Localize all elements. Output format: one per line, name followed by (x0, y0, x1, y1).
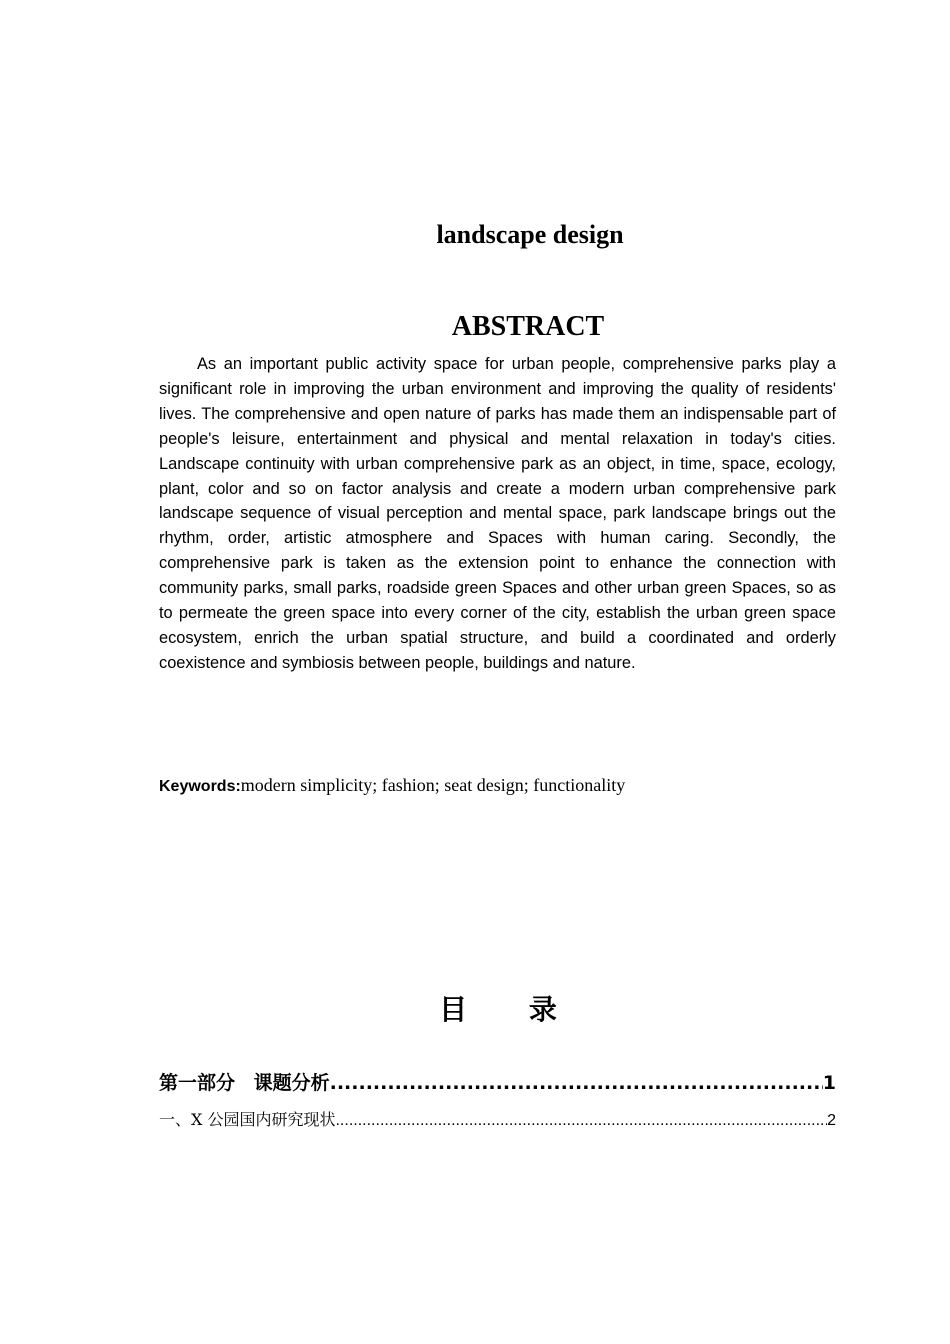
abstract-body: As an important public activity space for urban people, comprehensive parks play a significant role in improving the urban environment and improving the quality of residents' lives. The comprehensive and open nature of parks has made them an indispensable part of people's leisure, entertainment and physical and mental relaxation in today's cities. Landscape continuity with urban comprehensive park as an object, in time, space, ecology, plant, color and so on factor analysis and create a modern urban comprehensive park landscape sequence of visual perception and mental space, park landscape brings out the rhythm, order, artistic atmosphere and Spaces with human caring. Secondly, the comprehensive park is taken as the extension point to enhance the connection with community parks, small parks, roadside green Spaces and other urban green Spaces, so as to permeate the green space into every corner of the city, establish the urban green space ecosystem, enrich the urban spatial structure, and build a coordinated and orderly coexistence and symbiosis between people, buildings and nature. (159, 355, 836, 672)
document-title: landscape design (436, 220, 624, 249)
toc-entry-label: 一、X 公园国内研究现状 (159, 1110, 336, 1129)
toc-dot-leader (330, 1070, 823, 1096)
keywords-line (159, 773, 839, 799)
toc-dot-leader (335, 1110, 827, 1132)
toc-entry-page: 1 (822, 1072, 836, 1094)
toc-entry-part-one[interactable] (159, 1070, 836, 1096)
toc-heading: 目 录 (439, 993, 583, 1026)
toc-entry-page: 2 (827, 1112, 836, 1129)
toc-entry-section-one[interactable] (159, 1109, 836, 1132)
abstract-heading: ABSTRACT (451, 311, 605, 342)
keywords-text: modern simplicity; fashion; seat design; functionality (240, 775, 626, 795)
toc-entry-label: 第一部分 课题分析 (159, 1072, 330, 1094)
keywords-label: Keywords: (159, 778, 241, 795)
